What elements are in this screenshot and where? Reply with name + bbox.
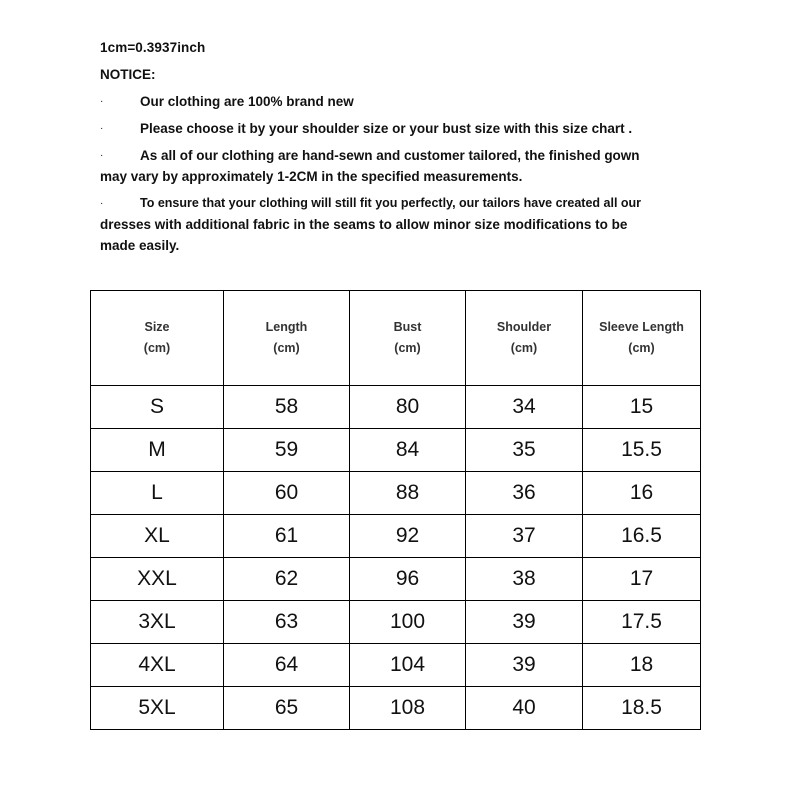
notice-text: As all of our clothing are hand-sewn and customer tailored, the finished gown bbox=[140, 148, 640, 163]
notice-paragraph bbox=[100, 193, 680, 256]
size-chart-table bbox=[90, 290, 701, 730]
cell-size: 4XL bbox=[91, 644, 224, 687]
table-row bbox=[91, 558, 701, 601]
table-row bbox=[91, 386, 701, 429]
bullet-icon: · bbox=[100, 198, 104, 209]
table-row bbox=[91, 429, 701, 472]
cell-sleeve-length: 17 bbox=[583, 558, 701, 601]
cell-length: 60 bbox=[224, 472, 350, 515]
notice-paragraph bbox=[100, 145, 680, 187]
cell-length: 62 bbox=[224, 558, 350, 601]
notice-item bbox=[100, 91, 680, 112]
cell-shoulder: 36 bbox=[466, 472, 583, 515]
table-row bbox=[91, 644, 701, 687]
cell-bust: 80 bbox=[350, 386, 466, 429]
cell-size: S bbox=[91, 386, 224, 429]
cell-shoulder: 34 bbox=[466, 386, 583, 429]
table-row bbox=[91, 601, 701, 644]
cell-length: 65 bbox=[224, 687, 350, 730]
column-header-length: Length (cm) bbox=[224, 291, 350, 386]
column-header-sleeve-length: Sleeve Length (cm) bbox=[583, 291, 701, 386]
notice-text: To ensure that your clothing will still fit you perfectly, our tailors have created all our bbox=[140, 196, 642, 210]
cell-bust: 96 bbox=[350, 558, 466, 601]
cell-size: M bbox=[91, 429, 224, 472]
notice-item bbox=[100, 193, 680, 214]
size-notes bbox=[100, 37, 680, 256]
cell-length: 61 bbox=[224, 515, 350, 558]
notice-text: Please choose it by your shoulder size or your bust size with this size chart . bbox=[140, 121, 633, 136]
cell-shoulder: 38 bbox=[466, 558, 583, 601]
cell-sleeve-length: 16 bbox=[583, 472, 701, 515]
cell-sleeve-length: 18.5 bbox=[583, 687, 701, 730]
cell-bust: 108 bbox=[350, 687, 466, 730]
cell-bust: 84 bbox=[350, 429, 466, 472]
bullet-icon: · bbox=[100, 123, 104, 134]
unit-conversion: 1cm=0.3937inch bbox=[100, 40, 206, 55]
cell-size: 3XL bbox=[91, 601, 224, 644]
cell-bust: 88 bbox=[350, 472, 466, 515]
cell-sleeve-length: 16.5 bbox=[583, 515, 701, 558]
cell-shoulder: 35 bbox=[466, 429, 583, 472]
bullet-icon: · bbox=[100, 96, 104, 107]
table-row bbox=[91, 687, 701, 730]
column-header-shoulder: Shoulder (cm) bbox=[466, 291, 583, 386]
cell-bust: 100 bbox=[350, 601, 466, 644]
table-header-row bbox=[91, 291, 701, 386]
notice-text-continued: may vary by approximately 1-2CM in the specified measurements. bbox=[100, 169, 523, 184]
notice-text: Our clothing are 100% brand new bbox=[140, 94, 354, 109]
column-header-bust: Bust (cm) bbox=[350, 291, 466, 386]
notice-text-continued: dresses with additional fabric in the seams to allow minor size modifications to be bbox=[100, 217, 628, 232]
cell-shoulder: 39 bbox=[466, 601, 583, 644]
cell-sleeve-length: 18 bbox=[583, 644, 701, 687]
table-row bbox=[91, 515, 701, 558]
table-body bbox=[91, 386, 701, 730]
cell-bust: 92 bbox=[350, 515, 466, 558]
notice-item bbox=[100, 145, 680, 166]
cell-size: XXL bbox=[91, 558, 224, 601]
table-row bbox=[91, 472, 701, 515]
cell-bust: 104 bbox=[350, 644, 466, 687]
notice-heading: NOTICE: bbox=[100, 67, 156, 82]
cell-length: 63 bbox=[224, 601, 350, 644]
cell-shoulder: 39 bbox=[466, 644, 583, 687]
cell-length: 58 bbox=[224, 386, 350, 429]
cell-shoulder: 40 bbox=[466, 687, 583, 730]
notice-text-continued: made easily. bbox=[100, 238, 180, 253]
cell-sleeve-length: 17.5 bbox=[583, 601, 701, 644]
column-header-size: Size (cm) bbox=[91, 291, 224, 386]
cell-shoulder: 37 bbox=[466, 515, 583, 558]
notice-item bbox=[100, 118, 680, 139]
cell-sleeve-length: 15 bbox=[583, 386, 701, 429]
cell-length: 59 bbox=[224, 429, 350, 472]
cell-length: 64 bbox=[224, 644, 350, 687]
cell-size: XL bbox=[91, 515, 224, 558]
cell-sleeve-length: 15.5 bbox=[583, 429, 701, 472]
bullet-icon: · bbox=[100, 150, 104, 161]
cell-size: 5XL bbox=[91, 687, 224, 730]
cell-size: L bbox=[91, 472, 224, 515]
